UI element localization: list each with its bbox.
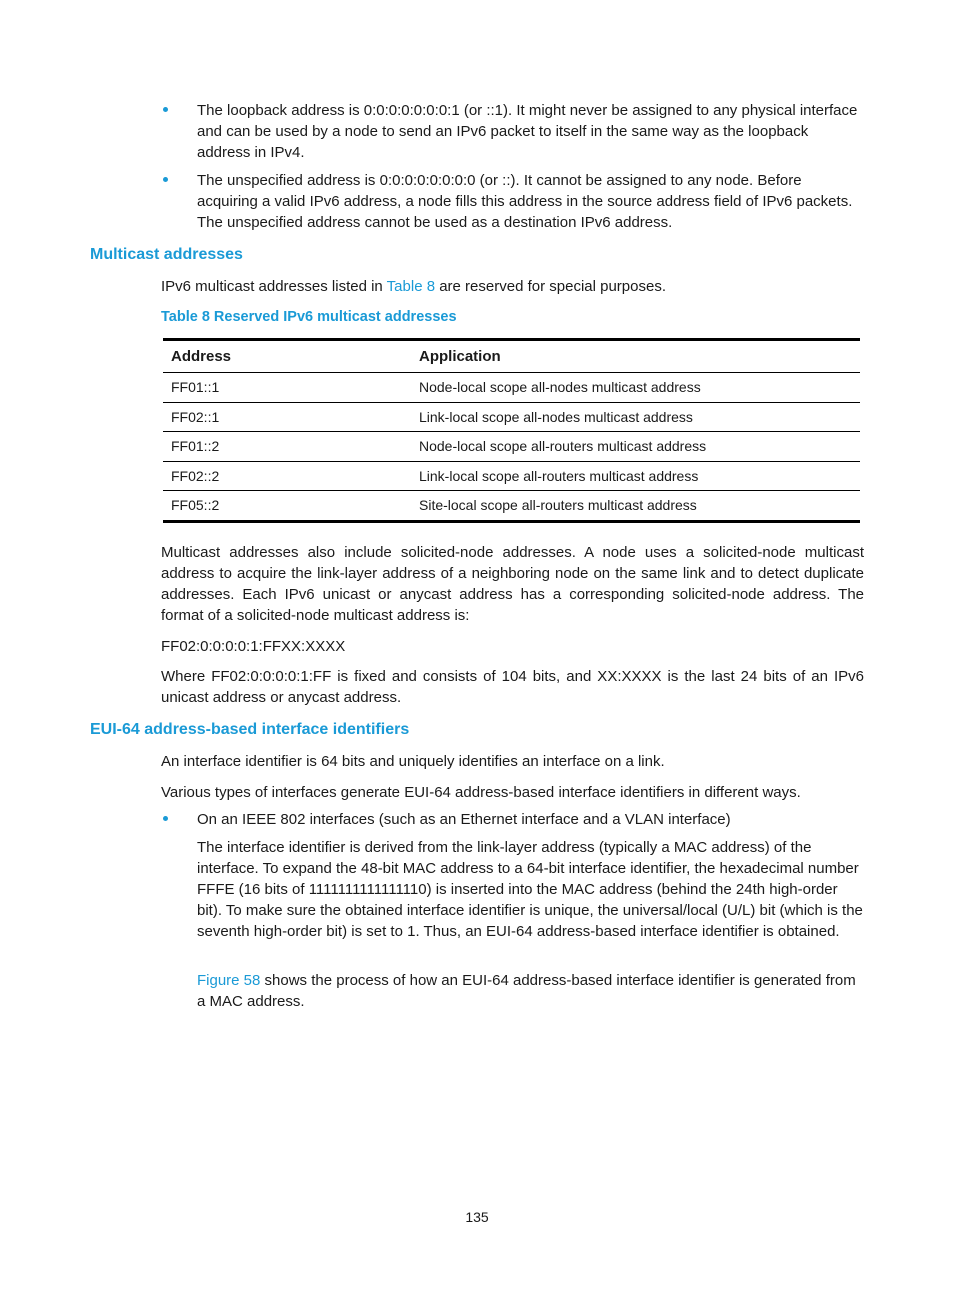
multicast-solicited-node-paragraph: Multicast addresses also include solicited-node addresses. A node uses a solicited-node multicast address to acquire the link-layer address of a neighboring node on the same link and to detect duplicate addresses. Each IPv6 unicast or anycast address has a corresponding solicited-node address. The format of a solicited-node multicast address is: [161,544,864,624]
figure-reference-text: shows the process of how an EUI-64 address-based interface identifier is generated from a MAC address. [197,972,856,1010]
bullet-dot-icon [163,177,168,182]
cell-application: Node-local scope all-routers multicast address [411,432,860,462]
section-heading-multicast: Multicast addresses [90,246,243,263]
bullet-text: On an IEEE 802 interfaces (such as an Ethernet interface and a VLAN interface) [197,811,731,828]
table-row [163,461,860,491]
bullet-text: The unspecified address is 0:0:0:0:0:0:0:0 (or ::). It cannot be assigned to any node. Before acquiring a valid IPv6 address, a node fills this address in the source address field of IPv6 packets. The unspecified address cannot be used as a destination IPv6 address. [197,172,853,231]
table-row [163,432,860,462]
table-row [163,491,860,522]
cell-application: Link-local scope all-nodes multicast address [411,402,860,432]
table-row [163,402,860,432]
multicast-where-paragraph: Where FF02:0:0:0:0:1:FF is fixed and consists of 104 bits, and XX:XXXX is the last 24 bits of an IPv6 unicast address or anycast address. [161,668,864,706]
cell-address: FF05::2 [163,491,411,522]
header-application: Application [411,340,860,373]
figure-58-link[interactable]: Figure 58 [197,972,261,989]
bullet-dot-icon [163,816,168,821]
cell-application: Site-local scope all-routers multicast address [411,491,860,522]
reserved-multicast-table [163,338,860,523]
header-address: Address [163,340,411,373]
intro-text-after: are reserved for special purposes. [435,278,666,295]
cell-address: FF01::1 [163,373,411,403]
cell-address: FF01::2 [163,432,411,462]
cell-application: Link-local scope all-routers multicast address [411,461,860,491]
intro-text-before: IPv6 multicast addresses listed in [161,278,387,295]
eui64-derivation-paragraph: The interface identifier is derived from the link-layer address (typically a MAC address) of the interface. To expand the 48-bit MAC address to a 64-bit interface identifier, the hexadecimal number FFFE (16 bits of 1111111111111110) is inserted into the MAC address (behind the 24th high-order bit). To make sure the obtained interface identifier is unique, the universal/local (U/L) bit (which is the seventh high-order bit) is set to 1. Thus, an EUI-64 address-based interface identifier is obtained. [197,839,863,940]
solicited-node-format: FF02:0:0:0:0:1:FFXX:XXXX [161,638,346,655]
eui64-paragraph-1: An interface identifier is 64 bits and uniquely identifies an interface on a link. [161,753,665,770]
table-8-link[interactable]: Table 8 [386,278,436,295]
bullet-text: The loopback address is 0:0:0:0:0:0:0:1 (or ::1). It might never be assigned to any physical interface and can be used by a node to send an IPv6 packet to itself in the same way as the loopback address in IPv4. [197,102,858,161]
table-header-row [163,340,860,373]
table-row [163,373,860,403]
cell-address: FF02::1 [163,402,411,432]
cell-address: FF02::2 [163,461,411,491]
multicast-intro [161,276,864,297]
section-heading-eui64: EUI-64 address-based interface identifiers [90,721,410,738]
table-caption: Table 8 Reserved IPv6 multicast addresses [161,309,457,325]
cell-application: Node-local scope all-nodes multicast address [411,373,860,403]
page-number: 135 [465,1209,489,1225]
eui64-paragraph-2: Various types of interfaces generate EUI-64 address-based interface identifiers in different ways. [161,784,801,801]
figure-reference-paragraph [197,970,865,1012]
bullet-dot-icon [163,107,168,112]
